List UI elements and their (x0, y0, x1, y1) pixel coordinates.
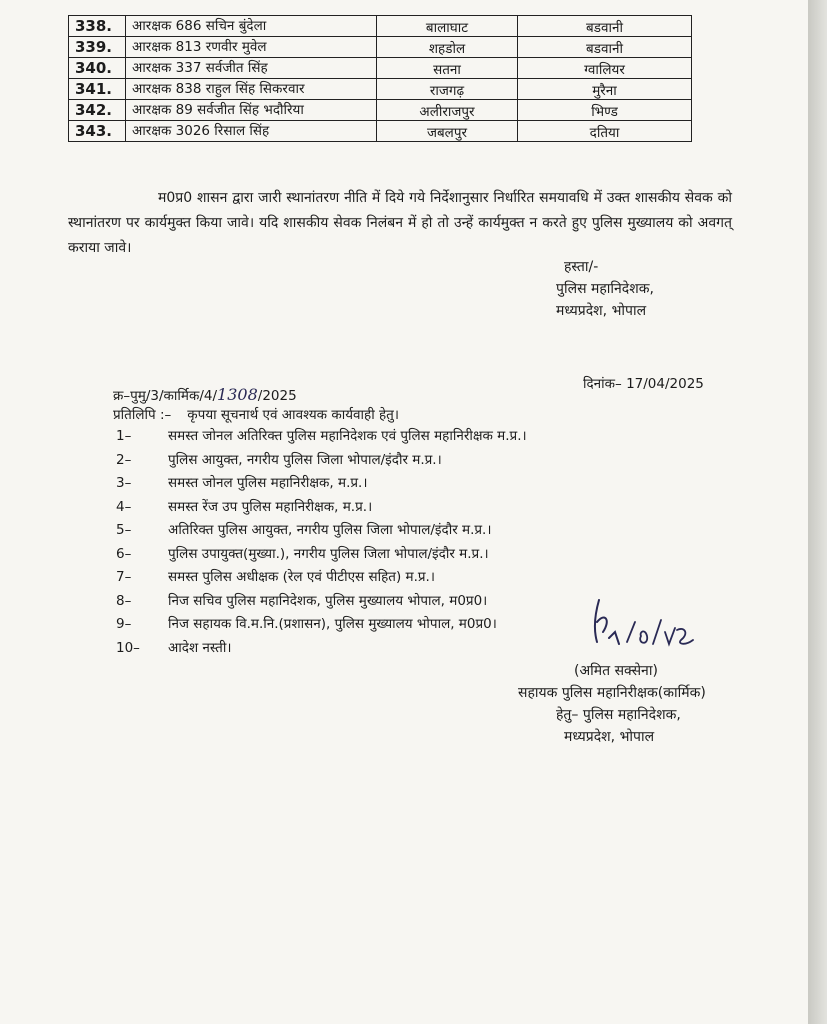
list-item-number: 8– (116, 592, 132, 609)
row-serial: 339. (69, 37, 126, 58)
list-item-number: 6– (116, 545, 132, 562)
list-item-number: 2– (116, 451, 132, 468)
signatory-place-aig: मध्यप्रदेश, भोपाल (564, 729, 655, 745)
signatory-place: मध्यप्रदेश, भोपाल (556, 303, 647, 319)
row-to-district: बडवानी (518, 16, 692, 37)
row-constable-name: आरक्षक 838 राहुल सिंह सिकरवार (126, 79, 377, 100)
list-item-text: निज सहायक वि.म.नि.(प्रशासन), पुलिस मुख्यालय भोपाल, म0प्र0। (168, 616, 497, 632)
list-item-text: समस्त पुलिस अधीक्षक (रेल एवं पीटीएस सहित) म.प्र.। (168, 569, 435, 585)
table-row (69, 58, 692, 79)
table-row (69, 121, 692, 142)
list-item (116, 473, 527, 497)
list-item-number: 5– (116, 522, 132, 538)
list-item (116, 567, 527, 591)
list-item-number: 4– (116, 498, 132, 515)
page-shadow-edge (808, 0, 827, 1024)
reference-prefix: क्र–पुमु/3/कार्मिक/4/ (113, 388, 218, 404)
signatory-name: (अमित सक्सेना) (574, 663, 658, 679)
issue-date: दिनांक– 17/04/2025 (583, 376, 704, 392)
list-item-text: निज सचिव पुलिस महानिदेशक, पुलिस मुख्यालय भोपाल, म0प्र0। (168, 592, 488, 609)
table-row (69, 100, 692, 121)
list-item-number: 1– (116, 428, 132, 444)
table-row (69, 79, 692, 100)
paragraph-text: म0प्र0 शासन द्वारा जारी स्थानांतरण नीति में दिये गये निर्देशानुसार निर्धारित समयावधि में उक्त शासकीय सेवक को स्थानांतरण पर कार्यमुक्त किया जावे। यदि शासकीय सेवक निलंबन में हो तो उन्हें कार्यमुक्त न करते हुए पुलिस मुख्यालय को अवगत् कराया जावे। (68, 190, 732, 256)
list-item-number: 7– (116, 569, 132, 585)
row-from-district: जबलपुर (377, 121, 518, 142)
list-item (116, 426, 527, 450)
row-constable-name: आरक्षक 686 सचिन बुंदेला (126, 16, 377, 37)
list-item-text: अतिरिक्त पुलिस आयुक्त, नगरीय पुलिस जिला भोपाल/इंदौर म.प्र.। (168, 522, 492, 538)
row-constable-name: आरक्षक 337 सर्वजीत सिंह (126, 58, 377, 79)
reference-suffix: /2025 (257, 388, 297, 404)
list-item-text: समस्त जोनल अतिरिक्त पुलिस महानिदेशक एवं पुलिस महानिरीक्षक म.प्र.। (168, 428, 527, 444)
list-item-text: आदेश नस्ती। (168, 639, 232, 656)
row-to-district: मुरैना (518, 79, 692, 100)
row-to-district: भिण्ड (518, 100, 692, 121)
row-from-district: सतना (377, 58, 518, 79)
row-constable-name: आरक्षक 3026 रिसाल सिंह (126, 121, 377, 142)
row-from-district: अलीराजपुर (377, 100, 518, 121)
copy-heading-label: प्रतिलिपि :– (113, 407, 172, 423)
list-item-number: 9– (116, 616, 132, 632)
list-item (116, 638, 527, 662)
row-constable-name: आरक्षक 813 रणवीर मुवेल (126, 37, 377, 58)
row-to-district: बडवानी (518, 37, 692, 58)
instruction-paragraph (68, 186, 732, 261)
row-serial: 340. (69, 58, 126, 79)
transfer-table-body (69, 16, 692, 142)
list-item-text: समस्त जोनल पुलिस महानिरीक्षक, म.प्र.। (168, 475, 368, 491)
row-to-district: दतिया (518, 121, 692, 142)
row-serial: 343. (69, 121, 126, 142)
row-from-district: राजगढ़ (377, 79, 518, 100)
list-item-text: समस्त रेंज उप पुलिस महानिरीक्षक, म.प्र.। (168, 498, 373, 515)
signatory-designation-aig: सहायक पुलिस महानिरीक्षक(कार्मिक) (518, 685, 706, 701)
copy-list (116, 426, 527, 661)
list-item-number: 3– (116, 475, 132, 491)
list-item (116, 497, 527, 521)
list-item-text: पुलिस आयुक्त, नगरीय पुलिस जिला भोपाल/इंदौर म.प्र.। (168, 451, 442, 468)
list-item (116, 520, 527, 544)
transfer-table (68, 15, 692, 142)
list-item-number: 10– (116, 639, 140, 656)
table-row (69, 37, 692, 58)
row-serial: 342. (69, 100, 126, 121)
row-from-district: बालाघाट (377, 16, 518, 37)
signed-mark: हस्ता/- (564, 259, 599, 275)
row-to-district: ग्वालियर (518, 58, 692, 79)
list-item-text: पुलिस उपायुक्त(मुख्या.), नगरीय पुलिस जिला भोपाल/इंदौर म.प्र.। (168, 545, 489, 562)
reference-handwritten-number: 1308 (217, 385, 258, 404)
copy-heading-text: कृपया सूचनार्थ एवं आवश्यक कार्यवाही हेतु। (187, 407, 399, 423)
list-item (116, 450, 527, 474)
row-from-district: शहडोल (377, 37, 518, 58)
row-serial: 338. (69, 16, 126, 37)
row-constable-name: आरक्षक 89 सर्वजीत सिंह भदौरिया (126, 100, 377, 121)
copy-heading (113, 405, 399, 423)
row-serial: 341. (69, 79, 126, 100)
list-item (116, 591, 527, 615)
list-item (116, 614, 527, 638)
list-item (116, 544, 527, 568)
handwritten-signature (585, 592, 705, 652)
signature-block-dgp (556, 256, 654, 322)
table-row (69, 16, 692, 37)
signatory-for: हेतु– पुलिस महानिदेशक, (556, 707, 681, 723)
signature-block-aig (518, 660, 706, 748)
signatory-designation: पुलिस महानिदेशक, (556, 281, 654, 297)
reference-number (113, 385, 297, 404)
